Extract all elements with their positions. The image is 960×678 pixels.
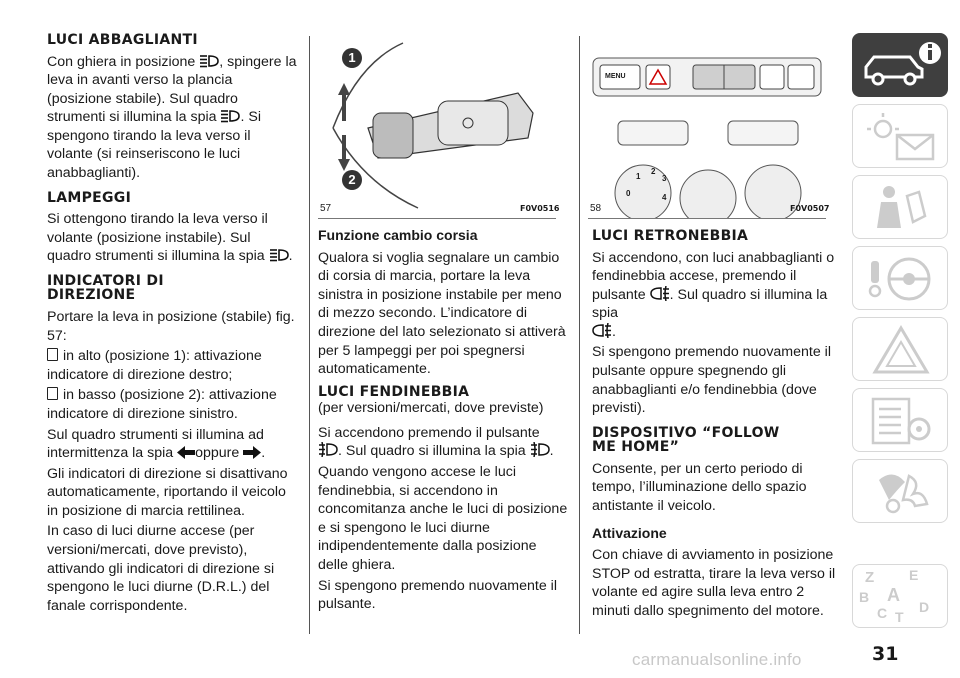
dial-number-4: 4 <box>662 193 667 202</box>
page-number: 31 <box>872 643 899 665</box>
heading-cambio-corsia: Funzione cambio corsia <box>318 227 478 243</box>
heading-luci-abbaglianti: LUCI ABBAGLIANTI <box>47 32 198 48</box>
dial-number-0: 0 <box>626 189 631 198</box>
sidebar-item-car-info[interactable] <box>852 33 948 97</box>
index-letter: T <box>895 609 904 625</box>
fendinebbia-note: (per versioni/mercati, dove previste) <box>318 400 544 417</box>
high-beam-icon <box>199 54 219 68</box>
paragraph-fendinebbia-spegnimento: Si spengono premendo nuovamente il pulsante. <box>318 577 557 613</box>
index-letter: B <box>859 589 870 605</box>
sidebar-item-emergency[interactable] <box>852 317 948 381</box>
paragraph-fendinebbia-accensione: Si accendono premendo il pulsante . Sul quadro si illumina la spia . <box>318 424 554 460</box>
high-beam-icon <box>220 109 240 123</box>
paragraph-retronebbia-accensione: Si accendono, con luci anabbaglianti o fendinebbia accese, premendo il pulsante . Sul quadro si illumina la spia . <box>592 249 835 340</box>
index-letter: A <box>887 585 900 605</box>
paragraph-indicatori-drl: In caso di luci diurne accese (per versioni/mercati, dove previsto), attivando gli indicatori di direzione si spengono le luci diurne (D.R.L.) del fanale corrispondente. <box>47 523 275 614</box>
paragraph-indicatori-intro: Portare la leva in posizione (stabile) fig. 57: <box>47 308 295 344</box>
sidebar-item-maintenance[interactable] <box>852 388 948 452</box>
safety-airbag-icon <box>853 176 949 240</box>
paragraph-cambio-corsia: Qualora si voglia segnalare un cambio di corsia di marcia, portare la leva sinistra in posizione instabile per meno di mezzo secondo. L’indicatore di direzione del lato selezionato si attiverà per 5 lampeggi per poi spegnersi automaticamente. <box>318 249 566 378</box>
checkbox-bullet-icon <box>47 387 58 400</box>
paragraph-follow-me-home: Consente, per un certo periodo di tempo, l’illuminazione dello spazio antistante il veicolo. <box>592 460 807 515</box>
index-letter: E <box>909 567 919 583</box>
dial-number-3: 3 <box>662 174 667 183</box>
checkbox-bullet-icon <box>47 348 58 361</box>
heading-luci-fendinebbia: LUCI FENDINEBBIA <box>318 383 470 400</box>
column-divider <box>579 36 580 634</box>
high-beam-icon <box>269 248 289 262</box>
sidebar-item-warning-lights[interactable] <box>852 104 948 168</box>
sidebar-item-index[interactable] <box>852 564 948 628</box>
maintenance-checklist-icon <box>853 389 949 453</box>
technical-data-icon <box>853 460 949 524</box>
figure-57-stalk <box>318 33 556 219</box>
car-info-icon <box>852 33 948 97</box>
dashboard-controls-illustration <box>588 33 826 218</box>
column-middle <box>318 226 568 616</box>
column-divider <box>309 36 310 634</box>
index-letter: C <box>877 605 888 621</box>
column-left <box>47 33 297 617</box>
rear-fog-light-icon <box>592 323 612 338</box>
paragraph-indicatori-disattivazione: Gli indicatori di direzione si disattivano automaticamente, riportando il veicolo in posizione di marcia rettilinea. <box>47 465 288 519</box>
steering-wheel-icon <box>853 247 949 311</box>
paragraph-luci-abbaglianti: Con ghiera in posizione , spingere la leva in avanti verso la plancia (posizione stabile). Sul quadro strumenti si illumina la spia . Si spengono tirando la leva verso il volante (si reinseriscono le luci anabbaglianti). <box>47 53 297 182</box>
turn-left-arrow-icon <box>177 446 195 459</box>
figure-callout-2: 2 <box>342 170 362 190</box>
index-letter: Z <box>865 569 875 586</box>
bullet-item-1: in alto (posizione 1): attivazione indicatore di direzione destro; <box>47 348 262 383</box>
figure-code: F0V0507 <box>790 204 830 213</box>
column-right <box>592 229 840 623</box>
heading-attivazione: Attivazione <box>592 524 667 541</box>
emergency-triangle-icon <box>853 318 949 382</box>
figure-number: 57 <box>320 203 332 214</box>
index-letter: D <box>919 599 930 615</box>
front-fog-light-icon <box>530 442 550 457</box>
front-fog-light-icon <box>318 442 338 457</box>
menu-button-label: MENU <box>605 73 626 80</box>
bullet-item-2: in basso (posizione 2): attivazione indicatore di direzione sinistro. <box>47 387 277 422</box>
paragraph-attivazione: Con chiave di avviamento in posizione STOP od estratta, tirare la leva verso il volante ed agire sulla leva entro 2 minuti dallo spegnimento del motore. <box>592 547 836 619</box>
heading-lampeggi: LAMPEGGI <box>47 189 132 206</box>
rear-fog-light-icon <box>650 286 670 301</box>
figure-code: F0V0516 <box>520 204 560 213</box>
dial-number-2: 2 <box>651 167 656 176</box>
paragraph-indicatori-spia: Sul quadro strumenti si illumina ad intermittenza la spia oppure . <box>47 426 266 462</box>
heading-luci-retronebbia: LUCI RETRONEBBIA <box>592 228 749 244</box>
sidebar-item-steering[interactable] <box>852 246 948 310</box>
heading-indicatori-direzione: INDICATORI DI DIREZIONE <box>47 272 164 304</box>
warning-lights-icon <box>853 105 949 169</box>
paragraph-retronebbia-spegnimento: Si spengono premendo nuovamente il pulsante oppure spegnendo gli anabbaglianti e/o fendinebbia (dove previsti). <box>592 344 831 417</box>
turn-right-arrow-icon <box>243 446 261 459</box>
sidebar-item-safety[interactable] <box>852 175 948 239</box>
watermark-text: carmanualsonline.info <box>632 650 802 669</box>
figure-58-dashboard <box>588 33 826 219</box>
sidebar-item-technical-data[interactable] <box>852 459 948 523</box>
heading-follow-me-home: DISPOSITIVO “FOLLOW ME HOME” <box>592 424 780 456</box>
figure-number: 58 <box>590 203 602 214</box>
dial-number-1: 1 <box>636 172 641 181</box>
figure-callout-1: 1 <box>342 48 362 68</box>
paragraph-lampeggi: Si ottengono tirando la leva verso il volante (posizione instabile). Sul quadro strumenti si illumina la spia . <box>47 211 293 265</box>
paragraph-fendinebbia-posizione: Quando vengono accese le luci fendinebbia, si accendono in concomitanza anche le luci di posizione e si spengono le luci diurne indipendentemente dalla posizione delle ghiera. <box>318 464 568 573</box>
